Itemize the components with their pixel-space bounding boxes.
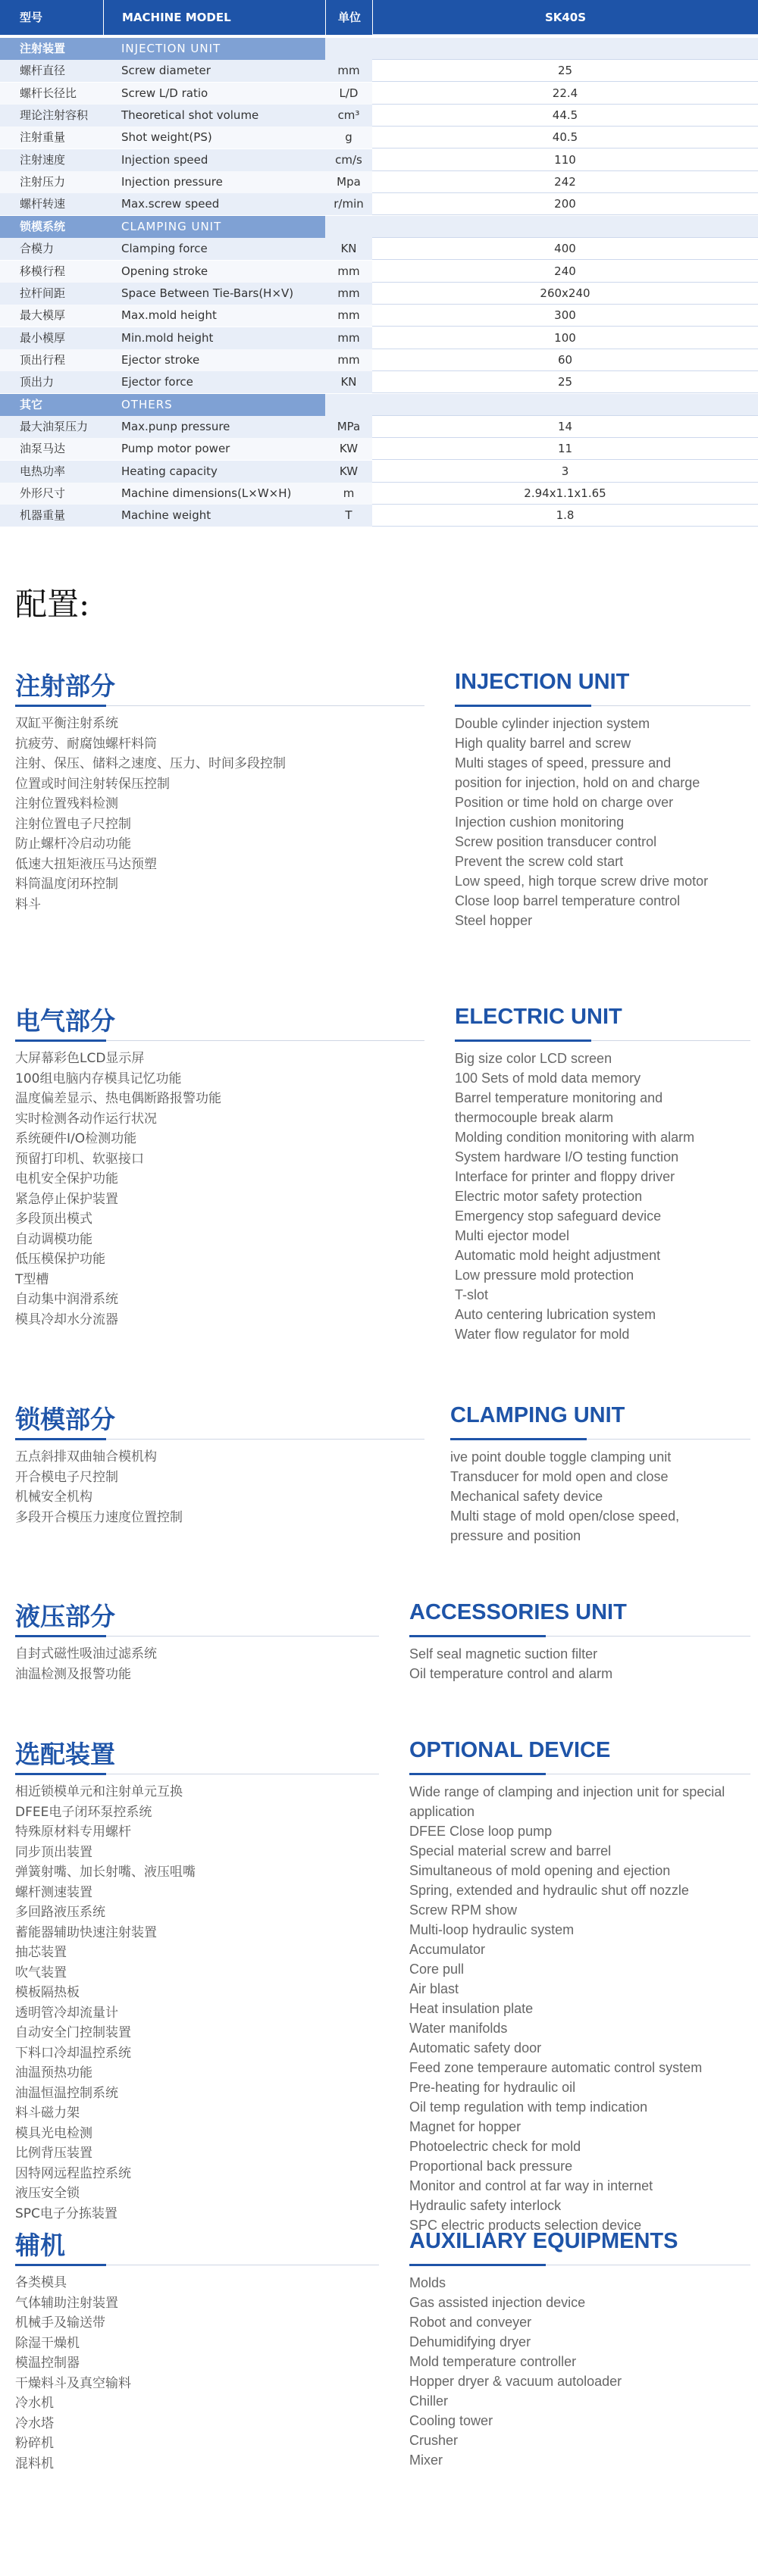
spec-label-zh: 油泵马达 (0, 438, 103, 460)
list-item: Crusher (409, 2433, 459, 2448)
list-item: 系统硬件I/O检测功能 (15, 1131, 137, 1146)
list-item: Water flow regulator for mold (455, 1327, 630, 1342)
list-item: position for injection, hold on and charge (455, 775, 700, 790)
spec-value (372, 216, 758, 238)
list-item: 大屏幕彩色LCD显示屏 (15, 1051, 145, 1066)
spec-value: 260x240 (372, 283, 758, 305)
spec-value: 40.5 (372, 127, 758, 148)
list-item: Interface for printer and floppy driver (455, 1169, 675, 1184)
spec-unit: mm (325, 349, 372, 371)
spec-row (0, 461, 758, 483)
feature-title-en: ACCESSORIES UNIT (409, 1600, 627, 1624)
spec-unit: cm³ (325, 105, 372, 127)
spec-label-en: Space Between Tie-Bars(H×V) (103, 283, 325, 305)
title-underline-en (409, 2264, 546, 2266)
feature-list-zh (15, 1049, 221, 1330)
title-underline-zh (15, 705, 106, 707)
spec-label-en: Min.mold height (103, 327, 325, 349)
list-item: Accumulator (409, 1942, 486, 1957)
title-underline-zh (15, 1773, 106, 1775)
feature-title-en: CLAMPING UNIT (450, 1403, 625, 1427)
list-item: 机械安全机构 (15, 1490, 92, 1505)
spec-row (0, 283, 758, 305)
spec-row (0, 149, 758, 171)
list-item: 注射位置残料检测 (15, 796, 118, 811)
list-item: 液压安全锁 (15, 2186, 80, 2201)
spec-row (0, 349, 758, 371)
feature-title-en: AUXILIARY EQUIPMENTS (409, 2229, 678, 2253)
spec-unit (325, 216, 372, 238)
spec-label-zh: 最大模厚 (0, 305, 103, 327)
spec-row (0, 105, 758, 127)
spec-label-en: INJECTION UNIT (103, 38, 325, 60)
list-item: 相近锁模单元和注射单元互换 (15, 1784, 183, 1799)
list-item: 比例背压装置 (15, 2146, 92, 2161)
spec-unit: g (325, 127, 372, 148)
list-item: 低压模保护功能 (15, 1252, 105, 1267)
feature-list-zh (15, 2273, 131, 2474)
spec-label-zh: 螺杆转速 (0, 193, 103, 215)
spec-label-en: Max.mold height (103, 305, 325, 327)
spec-unit: mm (325, 305, 372, 327)
list-item: Automatic safety door (409, 2040, 542, 2055)
spec-label-zh: 顶出行程 (0, 349, 103, 371)
list-item: Molding condition monitoring with alarm (455, 1130, 695, 1145)
spec-label-zh: 移模行程 (0, 261, 103, 283)
spec-unit: Mpa (325, 171, 372, 193)
spec-label-en: Screw diameter (103, 60, 325, 82)
list-item: Hopper dryer & vacuum autoloader (409, 2374, 622, 2389)
feature-list-zh (15, 1447, 183, 1527)
list-item: Heat insulation plate (409, 2001, 534, 2016)
spec-value: 25 (372, 371, 758, 393)
spec-value: 400 (372, 238, 758, 260)
list-item: Feed zone temperaure automatic control system (409, 2060, 703, 2075)
spec-label-en: Max.screw speed (103, 193, 325, 215)
divider (591, 1040, 750, 1041)
title-underline-zh (15, 1438, 106, 1440)
list-item: Transducer for mold open and close (450, 1469, 669, 1484)
spec-unit: mm (325, 327, 372, 349)
list-item: Molds (409, 2275, 446, 2290)
list-item: Monitor and control at far way in internet (409, 2178, 653, 2193)
spec-row (0, 60, 758, 82)
list-item: 抽芯装置 (15, 1945, 67, 1960)
spec-unit: KW (325, 438, 372, 460)
spec-label-zh: 最大油泵压力 (0, 416, 103, 438)
spec-label-zh: 顶出力 (0, 371, 103, 393)
list-item: SPC电子分拣装置 (15, 2206, 117, 2221)
list-item: Pre-heating for hydraulic oil (409, 2080, 576, 2095)
feature-title-en: OPTIONAL DEVICE (409, 1738, 611, 1762)
list-item: Robot and conveyer (409, 2315, 532, 2330)
list-item: Low pressure mold protection (455, 1268, 634, 1283)
title-underline-en (409, 1773, 546, 1775)
list-item: Close loop barrel temperature control (455, 893, 681, 908)
list-item: Air blast (409, 1981, 459, 1996)
list-item: Hydraulic safety interlock (409, 2198, 562, 2213)
list-item: 干燥料斗及真空输料 (15, 2375, 131, 2391)
spec-row (0, 416, 758, 438)
list-item: Prevent the screw cold start (455, 854, 624, 869)
divider (591, 705, 750, 706)
list-item: 自动集中润滑系统 (15, 1292, 118, 1307)
list-item: Spring, extended and hydraulic shut off nozzle (409, 1883, 689, 1898)
spec-value: 1.8 (372, 505, 758, 527)
spec-value: 200 (372, 193, 758, 215)
list-item: Steel hopper (455, 913, 533, 928)
spec-label-en: Shot weight(PS) (103, 127, 325, 148)
list-item: Simultaneous of mold opening and ejection (409, 1863, 671, 1878)
list-item: Oil temp regulation with temp indication (409, 2099, 648, 2115)
spec-value: 242 (372, 171, 758, 193)
feature-title-zh: 选配装置 (15, 1740, 115, 1769)
list-item: 抗疲劳、耐腐蚀螺杆料筒 (15, 736, 157, 752)
list-item: 注射、保压、储料之速度、压力、时间多段控制 (15, 756, 286, 771)
list-item: DFEE电子闭环泵控系统 (15, 1804, 152, 1820)
feature-list-zh (15, 714, 286, 914)
spec-unit: KN (325, 371, 372, 393)
list-item: 冷水塔 (15, 2415, 54, 2431)
spec-row (0, 371, 758, 393)
spec-value: 11 (372, 438, 758, 460)
spec-value: 60 (372, 349, 758, 371)
feature-list-en (409, 1782, 725, 2235)
spec-value: 240 (372, 261, 758, 283)
list-item: 下料口冷却温控系统 (15, 2045, 131, 2061)
list-item: SPC electric products selection device (409, 2218, 642, 2233)
divider (106, 1439, 424, 1440)
list-item: Multi stage of mold open/close speed, (450, 1508, 680, 1524)
spec-unit: KW (325, 461, 372, 483)
list-item: Water manifolds (409, 2021, 508, 2036)
list-item: Oil temperature control and alarm (409, 1666, 613, 1681)
list-item: Injection cushion monitoring (455, 814, 625, 830)
list-item: 透明管冷却流量计 (15, 2005, 118, 2021)
feature-title-en: ELECTRIC UNIT (455, 1005, 622, 1029)
list-item: 油温检测及报警功能 (15, 1666, 131, 1682)
spec-label-en: CLAMPING UNIT (103, 216, 325, 238)
list-item: Multi stages of speed, pressure and (455, 755, 672, 771)
spec-unit: L/D (325, 83, 372, 105)
title-underline-en (409, 1635, 546, 1637)
list-item: Magnet for hopper (409, 2119, 522, 2134)
list-item: System hardware I/O testing function (455, 1149, 679, 1165)
spec-label-en: Injection speed (103, 149, 325, 171)
list-item: Mold temperature controller (409, 2354, 577, 2369)
list-item: 自动安全门控制装置 (15, 2025, 131, 2040)
list-item: 五点斜排双曲轴合模机构 (15, 1449, 157, 1465)
list-item: 注射位置电子尺控制 (15, 816, 131, 832)
list-item: 模具冷却水分流器 (15, 1311, 118, 1327)
list-item: 同步顶出装置 (15, 1844, 92, 1860)
list-item: Barrel temperature monitoring and (455, 1090, 663, 1105)
spec-label-en: Clamping force (103, 238, 325, 260)
feature-list-zh (15, 1782, 196, 2224)
list-item: 因特网远程监控系统 (15, 2165, 131, 2181)
list-item: 混料机 (15, 2456, 54, 2471)
spec-unit: MPa (325, 416, 372, 438)
list-item: Automatic mold height adjustment (455, 1248, 661, 1263)
list-item: 除湿干燥机 (15, 2335, 80, 2351)
list-item: Emergency stop safeguard device (455, 1208, 662, 1224)
list-item: 双缸平衡注射系统 (15, 716, 118, 731)
list-item: 各类模具 (15, 2275, 67, 2290)
list-item: Proportional back pressure (409, 2159, 573, 2174)
list-item: Mechanical safety device (450, 1489, 603, 1504)
list-item: Dehumidifying dryer (409, 2334, 531, 2349)
spec-value (372, 38, 758, 60)
spec-row (0, 327, 758, 349)
spec-unit: r/min (325, 193, 372, 215)
spec-label-en: Machine dimensions(L×W×H) (103, 483, 325, 505)
list-item: Self seal magnetic suction filter (409, 1646, 598, 1662)
spec-label-zh: 注射压力 (0, 171, 103, 193)
list-item: 100组电脑内存模具记忆功能 (15, 1071, 182, 1086)
feature-list-en (409, 1644, 612, 1683)
list-item: 实时检测各动作运行状况 (15, 1111, 157, 1127)
spec-table-header (0, 0, 758, 35)
list-item: Double cylinder injection system (455, 716, 650, 731)
spec-label-zh: 注射速度 (0, 149, 103, 171)
spec-label-en: Ejector stroke (103, 349, 325, 371)
list-item: 低速大扭矩液压马达预塑 (15, 856, 157, 872)
list-item: 料筒温度闭环控制 (15, 877, 118, 892)
list-item: 蓄能器辅助快速注射装置 (15, 1924, 157, 1940)
list-item: DFEE Close loop pump (409, 1824, 553, 1839)
list-item: 粉碎机 (15, 2436, 54, 2451)
title-underline-en (455, 1039, 591, 1042)
spec-label-zh: 注射重量 (0, 127, 103, 148)
title-underline-en (450, 1438, 587, 1440)
list-item: 电机安全保护功能 (15, 1171, 118, 1186)
spec-label-en: Pump motor power (103, 438, 325, 460)
spec-label-en: Theoretical shot volume (103, 105, 325, 127)
feature-list-en (455, 1049, 694, 1344)
list-item: 预留打印机、软驱接口 (15, 1151, 144, 1167)
spec-row (0, 238, 758, 260)
list-item: 自动调模功能 (15, 1231, 92, 1247)
list-item: 自封式磁性吸油过滤系统 (15, 1646, 157, 1662)
list-item: application (409, 1804, 475, 1819)
list-item: 100 Sets of mold data memory (455, 1071, 641, 1086)
list-item: 料斗 (15, 896, 41, 912)
spec-value: 44.5 (372, 105, 758, 127)
spec-section-row (0, 38, 758, 60)
list-item: pressure and position (450, 1528, 581, 1543)
spec-value: 2.94x1.1x1.65 (372, 483, 758, 505)
config-title: 配置: (15, 586, 90, 623)
list-item: 特殊原材料专用螺杆 (15, 1824, 131, 1840)
spec-row (0, 127, 758, 148)
list-item: ive point double toggle clamping unit (450, 1449, 672, 1465)
list-item: 多段开合模压力速度位置控制 (15, 1509, 183, 1525)
feature-title-zh: 辅机 (15, 2231, 65, 2260)
spec-row (0, 261, 758, 283)
spec-unit: cm/s (325, 149, 372, 171)
spec-section-row (0, 216, 758, 238)
spec-row (0, 171, 758, 193)
spec-unit: m (325, 483, 372, 505)
list-item: 防止螺杆冷启动功能 (15, 836, 131, 852)
spec-value: 100 (372, 327, 758, 349)
spec-unit: mm (325, 60, 372, 82)
list-item: T型槽 (15, 1271, 49, 1287)
list-item: Wide range of clamping and injection unit for special (409, 1784, 725, 1799)
list-item: 多段顶出模式 (15, 1211, 92, 1227)
divider (546, 1636, 750, 1637)
list-item: thermocouple break alarm (455, 1110, 614, 1125)
spec-value: 300 (372, 305, 758, 327)
list-item: Photoelectric check for mold (409, 2139, 581, 2154)
feature-list-en (409, 2273, 622, 2470)
list-item: 多回路液压系统 (15, 1905, 105, 1920)
spec-label-zh: 机器重量 (0, 505, 103, 527)
spec-label-en: Opening stroke (103, 261, 325, 283)
header-model-zh: 型号 (20, 11, 43, 24)
spec-label-en: OTHERS (103, 394, 325, 416)
spec-row (0, 305, 758, 327)
list-item: Auto centering lubrication system (455, 1307, 656, 1322)
list-item: 模温控制器 (15, 2356, 80, 2371)
spec-unit: KN (325, 238, 372, 260)
spec-unit (325, 394, 372, 416)
spec-row (0, 483, 758, 505)
spec-label-en: Heating capacity (103, 461, 325, 483)
spec-label-en: Max.punp pressure (103, 416, 325, 438)
spec-label-en: Injection pressure (103, 171, 325, 193)
list-item: 模具光电检测 (15, 2125, 92, 2141)
title-underline-zh (15, 1635, 106, 1637)
header-machine-model: MACHINE MODEL (103, 0, 325, 35)
title-underline-zh (15, 2264, 106, 2266)
spec-row (0, 193, 758, 215)
list-item: Screw RPM show (409, 1902, 518, 1918)
spec-table (0, 0, 758, 532)
spec-value: 110 (372, 149, 758, 171)
spec-label-en: Ejector force (103, 371, 325, 393)
divider (106, 1040, 424, 1041)
list-item: 油温预热功能 (15, 2065, 92, 2080)
spec-row (0, 438, 758, 460)
list-item: 料斗磁力架 (15, 2106, 80, 2121)
list-item: 开合模电子尺控制 (15, 1469, 118, 1485)
feature-title-zh: 注射部分 (15, 671, 115, 701)
feature-list-en (450, 1447, 679, 1546)
list-item: T-slot (455, 1287, 489, 1302)
spec-value: 22.4 (372, 83, 758, 105)
list-item: Gas assisted injection device (409, 2295, 586, 2310)
list-item: Screw position transducer control (455, 834, 657, 849)
list-item: Mixer (409, 2453, 443, 2468)
spec-label-zh: 螺杆长径比 (0, 83, 103, 105)
spec-label-zh: 合模力 (0, 238, 103, 260)
divider (106, 705, 424, 706)
spec-label-en: Machine weight (103, 505, 325, 527)
divider (106, 1636, 379, 1637)
list-item: 位置或时间注射转保压控制 (15, 776, 170, 792)
list-item: Position or time hold on charge over (455, 795, 674, 810)
spec-label-zh: 其它 (0, 394, 103, 416)
spec-label-zh: 电热功率 (0, 461, 103, 483)
list-item: 机械手及输送带 (15, 2315, 105, 2331)
list-item: 模板隔热板 (15, 1985, 80, 2000)
spec-label-zh: 外形尺寸 (0, 483, 103, 505)
spec-label-zh: 螺杆直径 (0, 60, 103, 82)
list-item: Big size color LCD screen (455, 1051, 612, 1066)
spec-value: 3 (372, 461, 758, 483)
feature-title-en: INJECTION UNIT (455, 670, 630, 694)
list-item: 油温恒温控制系统 (15, 2085, 118, 2101)
spec-value (372, 394, 758, 416)
spec-value: 14 (372, 416, 758, 438)
list-item: 气体辅助注射装置 (15, 2295, 118, 2311)
spec-label-zh: 最小模厚 (0, 327, 103, 349)
list-item: 螺杆测速装置 (15, 1884, 92, 1900)
spec-label-zh: 理论注射容积 (0, 105, 103, 127)
list-item: Cooling tower (409, 2413, 493, 2428)
feature-title-zh: 电气部分 (15, 1006, 115, 1036)
spec-label-en: Screw L/D ratio (103, 83, 325, 105)
list-item: Multi ejector model (455, 1228, 570, 1243)
list-item: 弹簧射嘴、加长射嘴、液压咀嘴 (15, 1865, 196, 1880)
spec-row (0, 505, 758, 527)
title-underline-en (455, 705, 591, 707)
spec-section-row (0, 394, 758, 416)
list-item: 紧急停止保护装置 (15, 1191, 118, 1207)
feature-list-en (455, 714, 708, 930)
list-item: 温度偏差显示、热电偶断路报警功能 (15, 1091, 221, 1106)
spec-unit (325, 38, 372, 60)
feature-list-zh (15, 1644, 157, 1684)
spec-unit: T (325, 505, 372, 527)
list-item: Low speed, high torque screw drive motor (455, 874, 709, 889)
spec-label-zh: 锁模系统 (0, 216, 103, 238)
divider (587, 1439, 750, 1440)
feature-title-zh: 锁模部分 (15, 1405, 115, 1434)
list-item: High quality barrel and screw (455, 736, 631, 751)
header-model-value: SK40S (372, 0, 758, 35)
list-item: Core pull (409, 1962, 465, 1977)
list-item: Multi-loop hydraulic system (409, 1922, 575, 1937)
spec-label-zh: 拉杆间距 (0, 283, 103, 305)
list-item: 吹气装置 (15, 1965, 67, 1980)
spec-unit: mm (325, 283, 372, 305)
list-item: Chiller (409, 2393, 449, 2409)
header-unit: 单位 (325, 0, 373, 35)
feature-title-zh: 液压部分 (15, 1602, 115, 1631)
title-underline-zh (15, 1039, 106, 1042)
list-item: Special material screw and barrel (409, 1843, 612, 1859)
list-item: Electric motor safety protection (455, 1189, 643, 1204)
list-item: 冷水机 (15, 2396, 54, 2411)
spec-value: 25 (372, 60, 758, 82)
spec-row (0, 83, 758, 105)
spec-label-zh: 注射装置 (0, 38, 103, 60)
spec-unit: mm (325, 261, 372, 283)
